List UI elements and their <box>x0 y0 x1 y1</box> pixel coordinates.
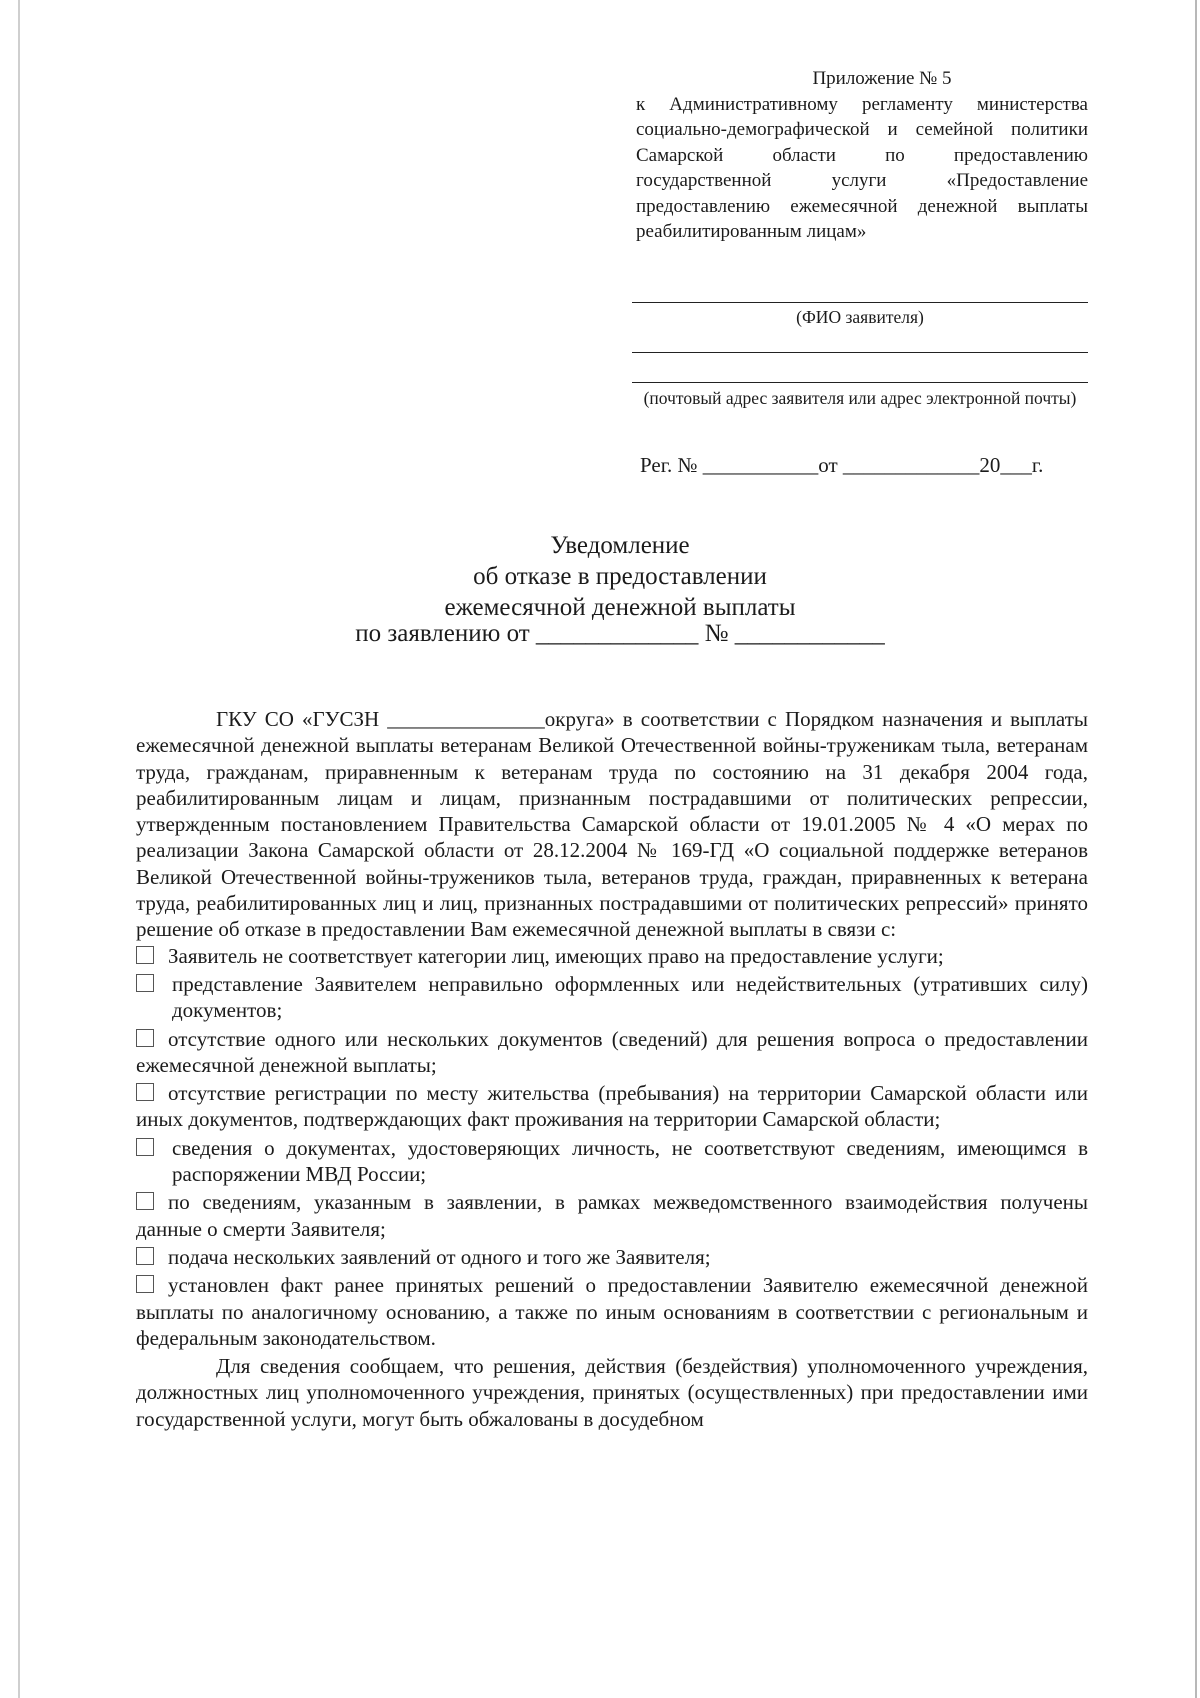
notice-request-line: по заявлению от _____________ № ____________ <box>355 620 885 647</box>
notice-subtitle-2: ежемесячной денежной выплаты <box>444 594 796 621</box>
reason-checkbox[interactable] <box>136 1192 154 1210</box>
intro-paragraph: ГКУ СО «ГУСЗН _______________округа» в соответствии с Порядком назначения и выплаты ежемесячной денежной выплаты ветеранам Великой Отечественной войны-труженикам тыла, ветеранам труда, гражданам, приравненным к ветеранам труда по состоянию на 31 декабря 2004 года, реабилитированным лицам и лицам, признанным пострадавшими от политических репрессии, утвержденным постановлением Правительства Самарской области от 19.01.2005 № 4 «О мерах по реализации Закона Самарской области от 28.12.2004 № 169-ГД «О социальной поддержке ветеранов Великой Отечественной войны-тружеников тыла, ветеранов труда, граждан, приравненных к ветерана труда, реабилитированных лиц и лиц, признанных пострадавшими от политических репрессий» принято решение об отказе в предоставлении Вам ежемесячной денежной выплаты в связи с: <box>136 707 1088 942</box>
applicant-address-line-1 <box>632 352 1088 353</box>
reason-label: подача нескольких заявлений от одного и того же Заявителя; <box>168 1244 711 1269</box>
notice-title: Уведомление <box>550 532 690 559</box>
applicant-name-caption: (ФИО заявителя) <box>796 307 924 327</box>
reason-item <box>136 1244 1088 1270</box>
reason-item <box>136 971 1088 1024</box>
scan-edge-left <box>18 0 20 1698</box>
reason-item <box>136 943 1088 969</box>
scan-edge-right <box>1195 0 1197 1698</box>
reason-label: сведения о документах, удостоверяющих личность, не соответствуют сведениям, имеющимся в распоряжении МВД России; <box>172 1135 1088 1187</box>
appendix-text: к Административному регламенту министерства социально-демографической и семейной политики Самарской области по предоставлению государственной услуги «Предоставление предоставлению ежемесячной денежной выплаты реабилитированным лицам» <box>636 93 1088 242</box>
reason-checkbox[interactable] <box>136 1083 154 1101</box>
reason-checkbox[interactable] <box>136 974 154 992</box>
reason-checkbox[interactable] <box>136 946 154 964</box>
applicant-address-caption: (почтовый адрес заявителя или адрес электронной почты) <box>643 388 1077 408</box>
reason-item <box>136 1189 1088 1242</box>
notice-subtitle-1: об отказе в предоставлении <box>473 563 767 590</box>
reason-label: отсутствие одного или нескольких документов (сведений) для решения вопроса о предоставлении ежемесячной денежной выплаты; <box>136 1026 1088 1077</box>
appendix-title: Приложение № 5 <box>812 68 952 89</box>
applicant-name-line <box>632 302 1088 303</box>
reason-checkbox[interactable] <box>136 1247 154 1265</box>
reason-label: установлен факт ранее принятых решений о предоставлении Заявителю ежемесячной денежной выплаты по аналогичному основанию, а также по иным основаниям в соответствии с региональным и федеральным законодательством. <box>136 1273 1088 1350</box>
reason-checkbox[interactable] <box>136 1138 154 1156</box>
notice-body <box>136 706 1088 1432</box>
reason-label: представление Заявителем неправильно оформленных или недействительных (утративших силу) документов; <box>172 971 1088 1023</box>
reason-item <box>136 1026 1088 1079</box>
appendix-block <box>636 66 1088 245</box>
reason-label: Заявитель не соответствует категории лиц, имеющих право на предоставление услуги; <box>168 943 944 968</box>
reason-checkbox[interactable] <box>136 1275 154 1293</box>
reason-item <box>136 1135 1088 1188</box>
reasons-list <box>136 943 1088 1351</box>
closing-paragraph: Для сведения сообщаем, что решения, действия (бездействия) уполномоченного учреждения, должностных лиц уполномоченного учреждения, принятых (осуществленных) при предоставлении ими государственной услуги, могут быть обжалованы в досудебном <box>136 1354 1088 1431</box>
reason-label: по сведениям, указанным в заявлении, в рамках межведомственного взаимодействия получены данные о смерти Заявителя; <box>136 1190 1088 1241</box>
reason-checkbox[interactable] <box>136 1029 154 1047</box>
reason-item <box>136 1272 1088 1351</box>
reason-item <box>136 1080 1088 1133</box>
applicant-address-line-2 <box>632 382 1088 383</box>
reason-label: отсутствие регистрации по месту жительства (пребывания) на территории Самарской области или иных документов, подтверждающих факт проживания на территории Самарской области; <box>136 1081 1088 1132</box>
registration-line: Рег. № ___________от _____________20___г. <box>640 453 1044 477</box>
